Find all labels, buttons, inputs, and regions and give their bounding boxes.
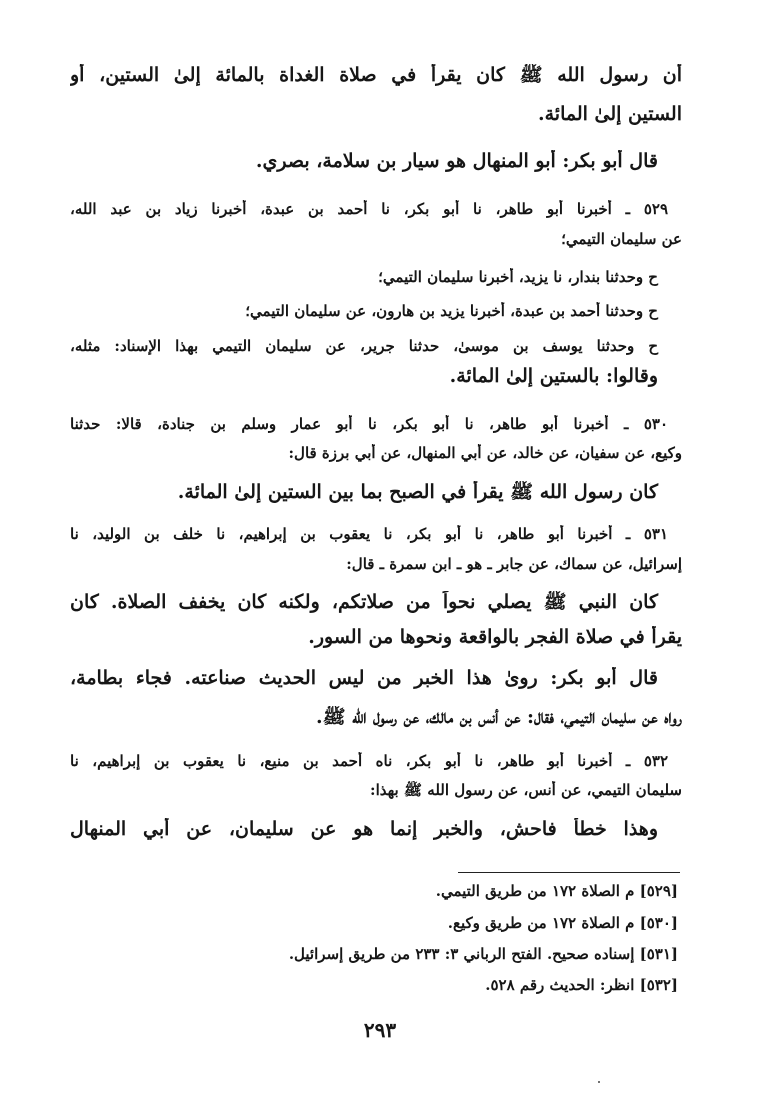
text-line: كان رسول الله ﷺ يقرأ في الصبح بما بين الستين إلىٰ المائة.	[177, 481, 658, 503]
text-line: يقرأ في صلاة الفجر بالواقعة ونحوها من السور.	[308, 626, 682, 648]
footnote-531: [٥٣١] إسناده صحيح. الفتح الرباني ٣: ٢٣٣ من طريق إسرائيل.	[288, 945, 678, 963]
text-line: سليمان التيمي، عن أنس، عن رسول الله ﷺ بهذا:	[370, 781, 682, 799]
text-line: أن رسول الله ﷺ كان يقرأ في صلاة الغداة بالمائة إلىٰ الستين، أو	[70, 64, 682, 86]
text-line: كان النبي ﷺ يصلي نحواً من صلاتكم، ولكنه كان يخفف الصلاة. كان	[70, 591, 658, 613]
text-line: قال أبو بكر: روىٰ هذا الخبر من ليس الحديث صناعته. فجاء بطامة،	[70, 667, 658, 689]
text-line: وهذا خطأ فاحش، والخبر إنما هو عن سليمان، عن أبي المنهال	[70, 818, 658, 840]
hadith-530-line: ٥٣٠ ـ أخبرنا أبو طاهر، نا أبو بكر، نا أبو عمار وسلم بن جنادة، قالا: حدثنا	[70, 415, 668, 433]
hadith-529-line: ٥٢٩ ـ أخبرنا أبو طاهر، نا أبو بكر، نا أحمد بن عبدة، أخبرنا زياد بن عبد الله،	[70, 200, 668, 218]
text-line: وقالوا: بالستين إلىٰ المائة.	[449, 365, 658, 387]
footnote-530: [٥٣٠] م الصلاة ١٧٢ من طريق وكيع.	[447, 914, 678, 932]
text-line: رواه عن سليمان التيمي، فقال: عن أنس بن مالك، عن رسول الله ﷺ.	[315, 706, 682, 728]
hadith-532-line: ٥٣٢ ـ أخبرنا أبو طاهر، نا أبو بكر، ناه أحمد بن منيع، نا يعقوب بن إبراهيم، نا	[70, 752, 668, 770]
scan-speck	[598, 1081, 600, 1083]
hadith-531-line: ٥٣١ ـ أخبرنا أبو طاهر، نا أبو بكر، نا يعقوب بن إبراهيم، نا خلف بن الوليد، نا	[70, 525, 668, 543]
page-number: ٢٩٣	[363, 1018, 397, 1042]
footnote-separator	[458, 872, 680, 873]
footnote-532: [٥٣٢] انظر: الحديث رقم ٥٢٨.	[485, 976, 678, 994]
text-line: ح وحدثنا بندار، نا يزيد، أخبرنا سليمان التيمي؛	[378, 268, 658, 286]
footnote-529: [٥٢٩] م الصلاة ١٧٢ من طريق التيمي.	[435, 882, 678, 900]
text-line: إسرائيل، عن سماك، عن جابر ـ هو ـ ابن سمرة ـ قال:	[346, 555, 682, 573]
text-line: ح وحدثنا يوسف بن موسىٰ، حدثنا جرير، عن سليمان التيمي بهذا الإسناد: مثله،	[70, 337, 658, 355]
text-line: عن سليمان التيمي؛	[561, 230, 682, 248]
text-line: الستين إلىٰ المائة.	[537, 103, 682, 125]
text-line: وكيع، عن سفيان، عن خالد، عن أبي المنهال، عن أبي برزة قال:	[288, 444, 682, 462]
text-line: ح وحدثنا أحمد بن عبدة، أخبرنا يزيد بن هارون، عن سليمان التيمي؛	[245, 302, 658, 320]
text-line: قال أبو بكر: أبو المنهال هو سيار بن سلامة، بصري.	[255, 150, 658, 172]
